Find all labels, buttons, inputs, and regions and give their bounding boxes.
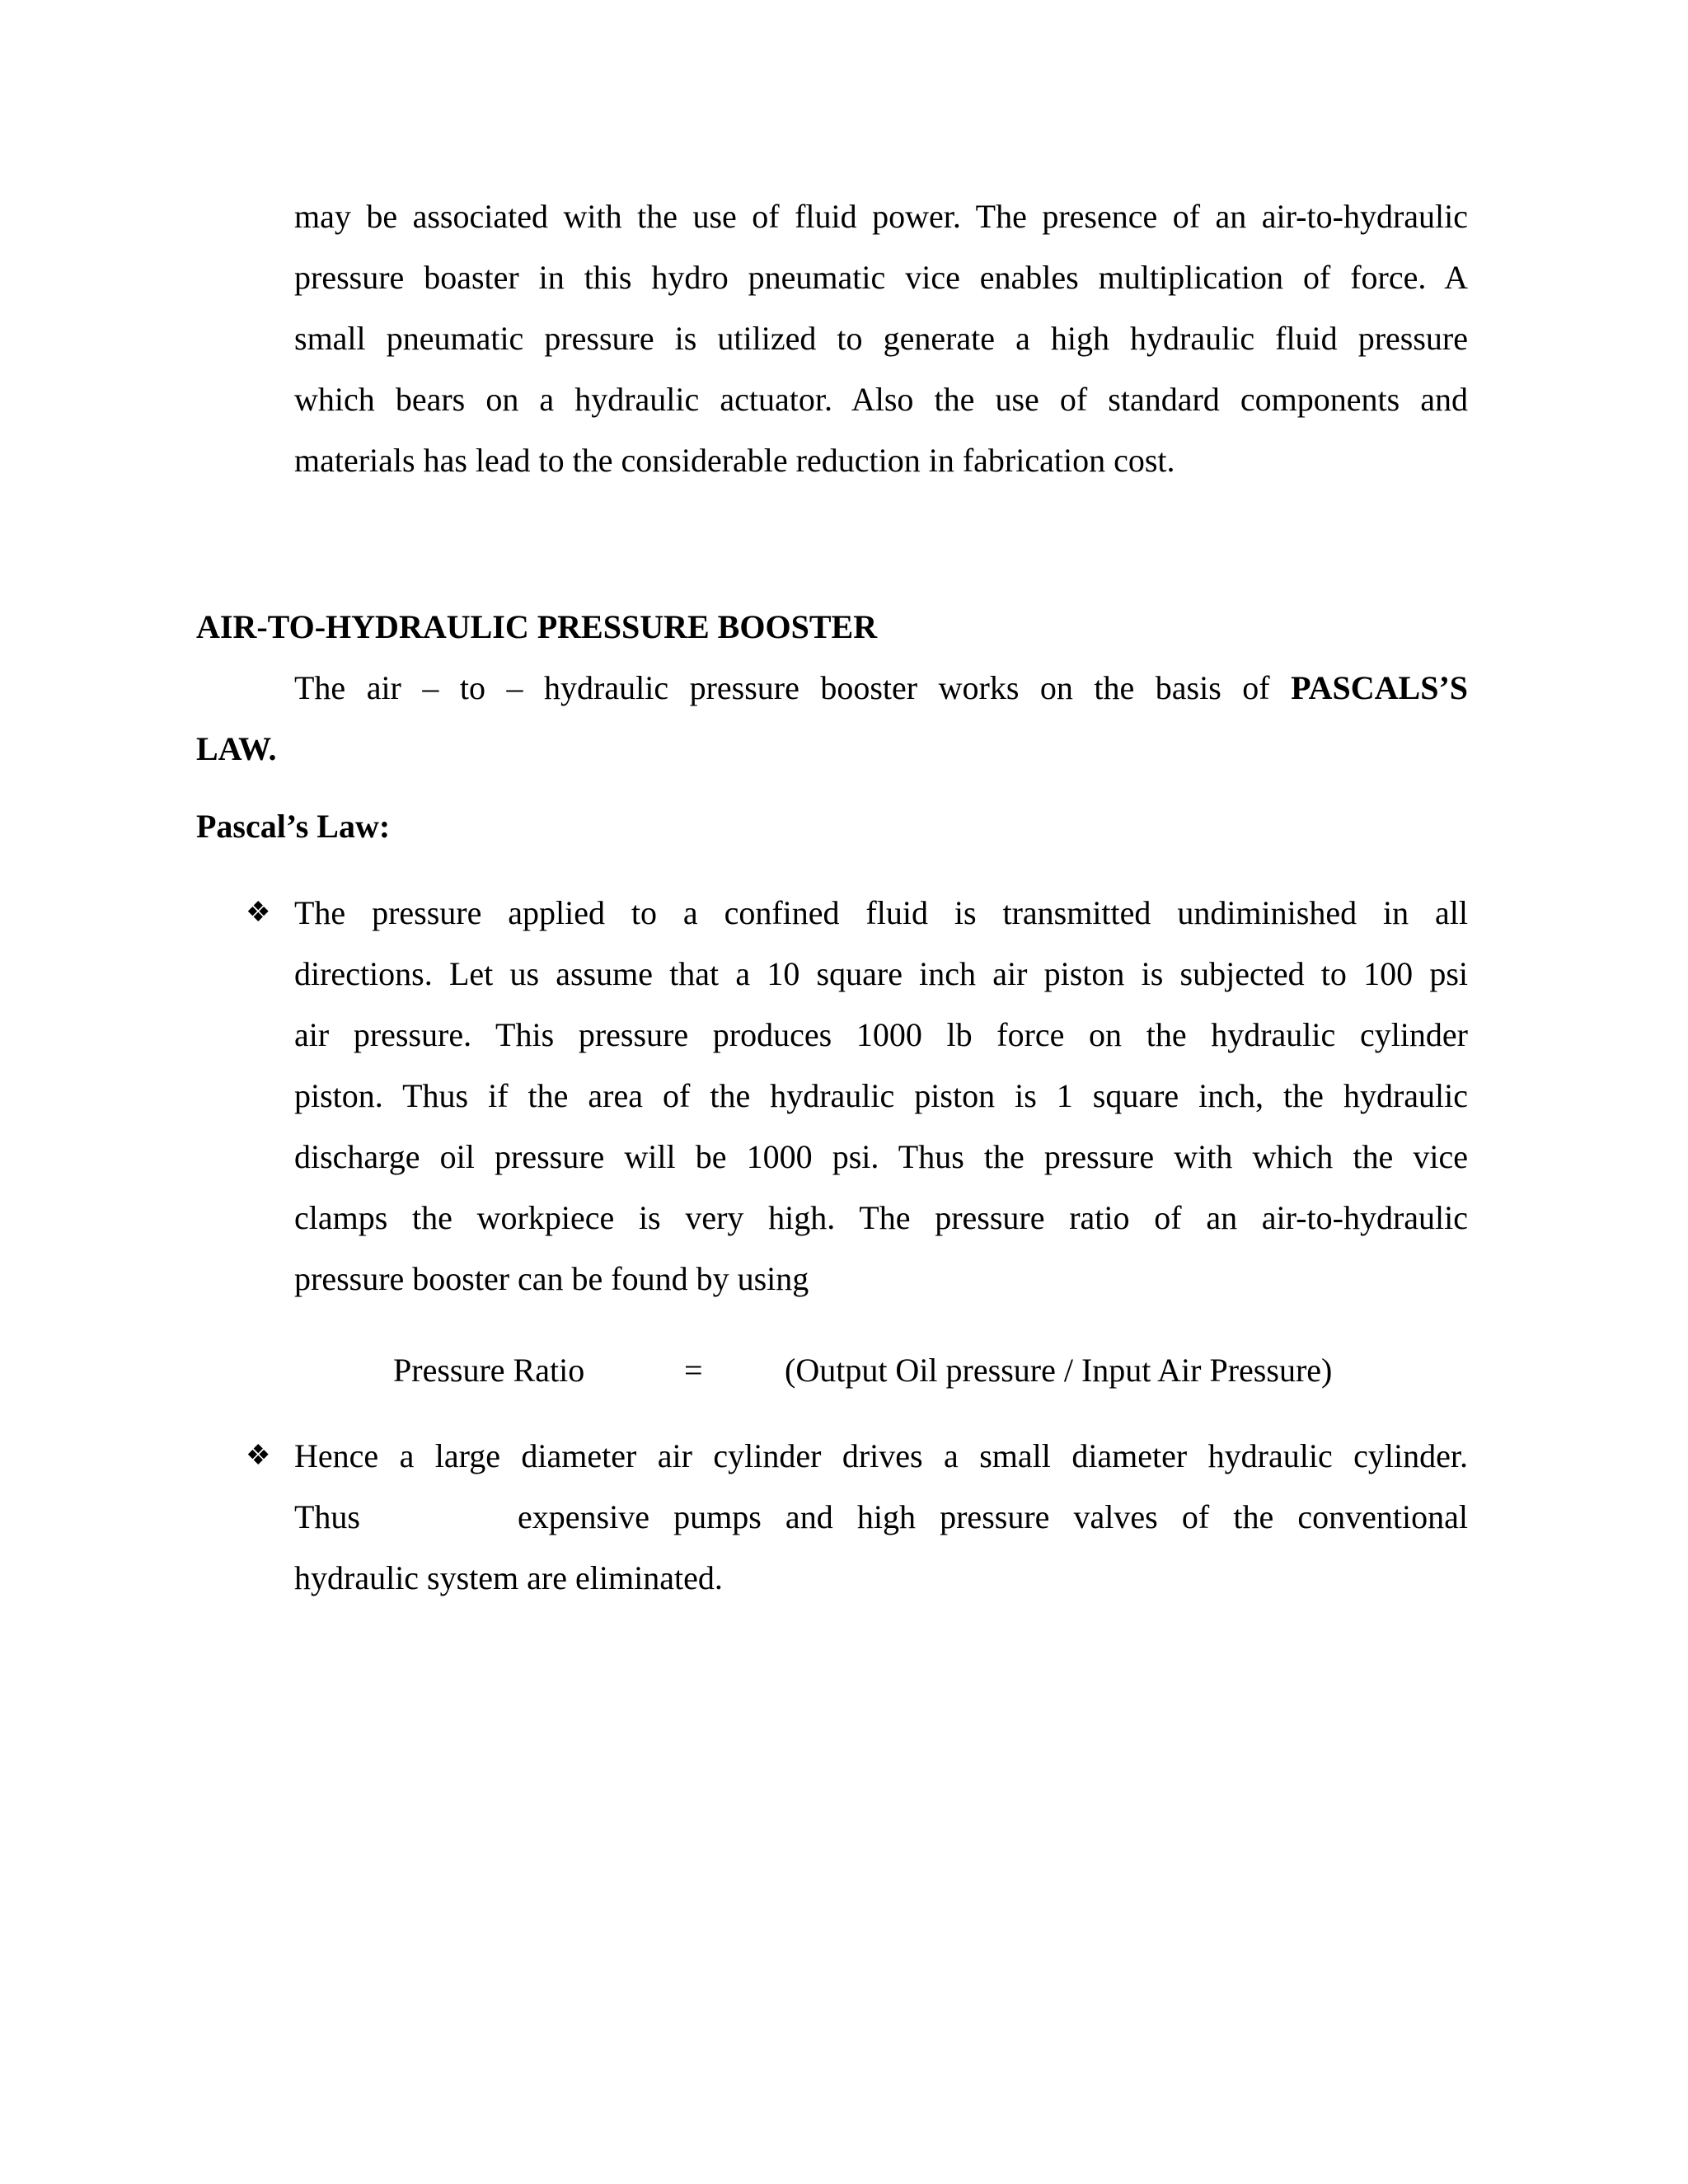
bullet-line: Hence a large diameter air cylinder drives a small diameter hydraulic cylinder. bbox=[294, 1437, 1468, 1474]
bullet-line: clamps the workpiece is very high. The pressure ratio of an air-to-hydraulic bbox=[294, 1199, 1468, 1236]
intro-line: small pneumatic pressure is utilized to generate a high hydraulic fluid pressure bbox=[294, 320, 1468, 357]
bullet-line: directions. Let us assume that a 10 square inch air piston is subjected to 100 psi bbox=[294, 955, 1468, 992]
intro-line: may be associated with the use of fluid power. The presence of an air-to-hydraulic bbox=[294, 198, 1468, 235]
bullet-line-rest: expensive pumps and high pressure valves of the conventional bbox=[518, 1498, 1468, 1535]
intro-line: pressure boaster in this hydro pneumatic vice enables multiplication of force. A bbox=[294, 259, 1468, 296]
bullet-line: pressure booster can be found by using bbox=[294, 1260, 809, 1297]
bullet-icon: ❖ bbox=[246, 898, 271, 928]
intro-line: which bears on a hydraulic actuator. Also the use of standard components and bbox=[294, 381, 1468, 418]
bullet-line-start: Thus bbox=[294, 1498, 360, 1535]
section-heading: AIR-TO-HYDRAULIC PRESSURE BOOSTER bbox=[196, 608, 878, 645]
law-sentence-continuation: LAW. bbox=[196, 730, 277, 767]
bullet-paragraph bbox=[294, 1426, 1468, 1609]
bullet-line bbox=[294, 1487, 1468, 1548]
bullet-icon: ❖ bbox=[246, 1441, 271, 1471]
bullet-line: hydraulic system are eliminated. bbox=[294, 1559, 723, 1596]
law-sentence-bold: PASCALS’S bbox=[1291, 669, 1469, 706]
law-sentence-text: The air – to – hydraulic pressure booster works on the basis of bbox=[294, 669, 1270, 706]
bullet-line: discharge oil pressure will be 1000 psi. Thus the pressure with which the vice bbox=[294, 1138, 1468, 1175]
intro-paragraph bbox=[294, 186, 1468, 491]
intro-line: materials has lead to the considerable reduction in fabrication cost. bbox=[294, 442, 1175, 479]
law-sentence bbox=[294, 659, 1468, 717]
sub-heading: Pascal’s Law: bbox=[196, 808, 391, 845]
bullet-line: The pressure applied to a confined fluid is transmitted undiminished in all bbox=[294, 894, 1468, 931]
bullet-line: piston. Thus if the area of the hydraulic piston is 1 square inch, the hydraulic bbox=[294, 1077, 1468, 1114]
bullet-line: air pressure. This pressure produces 1000 lb force on the hydraulic cylinder bbox=[294, 1016, 1468, 1053]
equation-rhs: (Output Oil pressure / Input Air Pressure) bbox=[785, 1352, 1333, 1389]
bullet-paragraph bbox=[294, 883, 1468, 1310]
equation-operator: = bbox=[684, 1352, 703, 1389]
equation-lhs: Pressure Ratio bbox=[393, 1352, 585, 1389]
